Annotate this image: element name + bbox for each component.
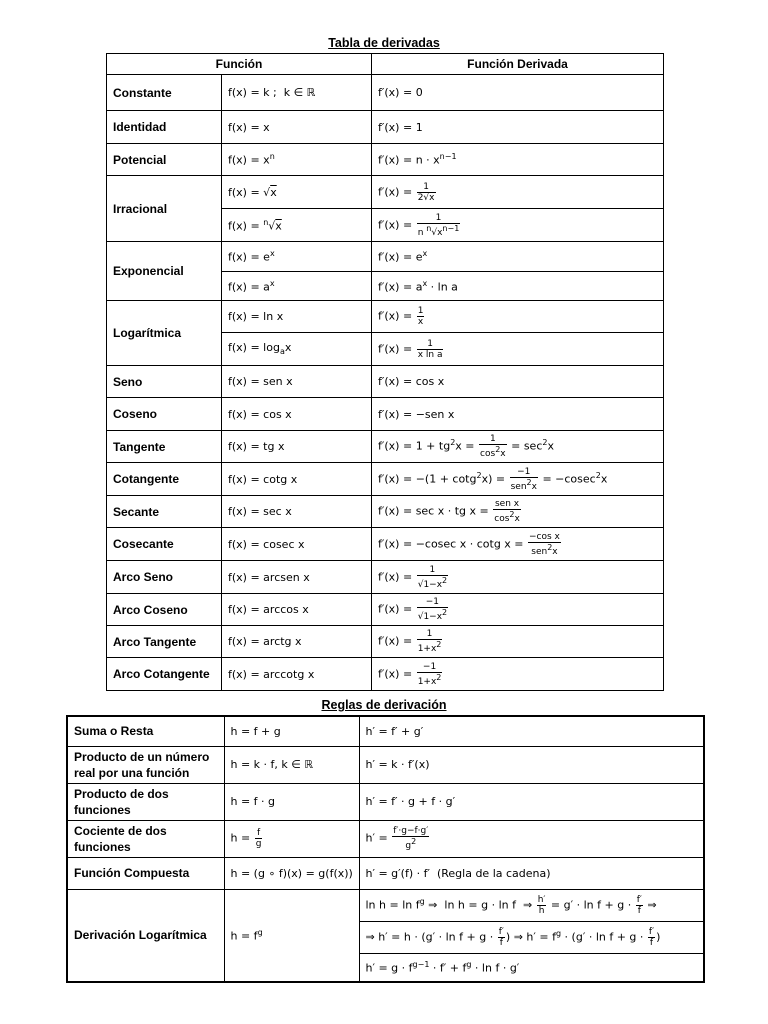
derivative-expression: f′(x) = $\frac{1}{2√x}$ <box>372 176 664 209</box>
derivatives-table <box>106 53 664 691</box>
derivative-expression: f′(x) = $\frac{1}{1+x^2}$ <box>372 626 664 658</box>
rule-name: Cociente de dos funciones <box>67 820 224 857</box>
rule-name: Producto de dos funciones <box>67 783 224 820</box>
table-row <box>107 366 664 398</box>
table-row <box>107 398 664 431</box>
table-row <box>107 594 664 626</box>
derivative-expression: $f'(x) = a^x \cdot \ln a$ <box>372 272 664 301</box>
function-name: Cotangente <box>107 463 222 496</box>
function-expression: f(x) = arccos x <box>222 594 372 626</box>
rule-name: Producto de un número real por una función <box>67 746 224 783</box>
function-expression: $f(x) = x^n$ <box>222 144 372 176</box>
rule-derivative: h′ = $\frac{f'\cdot g-f\cdot g'}{g^2}$ <box>359 820 704 857</box>
function-expression: $f(x) = \log_ax$ <box>222 333 372 366</box>
derivative-expression: f′(x) = −cosec x · cotg x = −cos x sen$^2$x <box>372 528 664 561</box>
table-row <box>67 746 704 783</box>
table-row <box>67 716 704 746</box>
rule-derivative: h′ = g′(f) · f′ (Regla de la cadena) <box>359 857 704 889</box>
function-name: Irracional <box>107 176 222 242</box>
function-name: Constante <box>107 75 222 111</box>
function-name: Arco Seno <box>107 561 222 594</box>
rule-derivative: h′ = f′ + g′ <box>359 716 704 746</box>
derivative-expression: f′(x) = 1 <box>372 111 664 144</box>
rule-derivative: ⇒ h′ = h · (g′ · ln f + g · $\frac{f'}{f}$ ) ⇒ $h' = f^g \cdot (g' \cdot \ln f + g$ · $\frac{f'}{f}$ ) <box>359 921 704 953</box>
function-name: Arco Coseno <box>107 594 222 626</box>
function-expression: f(x) = arcsen x <box>222 561 372 594</box>
function-expression: f(x) = cosec x <box>222 528 372 561</box>
function-name: Arco Tangente <box>107 626 222 658</box>
table-row <box>107 463 664 496</box>
function-expression: f(x) = arccotg x <box>222 658 372 691</box>
function-expression: $f(x) = a^x$ <box>222 272 372 301</box>
derivative-expression: $f'(x) = e^x$ <box>372 242 664 272</box>
function-name: Identidad <box>107 111 222 144</box>
rule-derivative: $h' = g \cdot f^{g-1} \cdot f' + f^g \cdot \ln f \cdot g'$ <box>359 953 704 982</box>
function-expression: f(x) = sec x <box>222 496 372 528</box>
function-name: Tangente <box>107 431 222 463</box>
derivative-expression: f′(x) = $\frac{1}{\text{x ln a}}$ <box>372 333 664 366</box>
function-name: Cosecante <box>107 528 222 561</box>
function-name: Arco Cotangente <box>107 658 222 691</box>
derivative-expression: f′(x) = $\frac{1}{n ^n√x^{n-1}}$ <box>372 209 664 242</box>
rule-function: h = k · f, k ∈ ℝ <box>224 746 359 783</box>
table-row <box>107 111 664 144</box>
function-expression: f(x) = cotg x <box>222 463 372 496</box>
function-name: Seno <box>107 366 222 398</box>
derivative-expression: f′(x) = sec x · tg x = sen x $\cos^2x$ <box>372 496 664 528</box>
table-row <box>67 820 704 857</box>
function-expression: f(x) = x <box>222 111 372 144</box>
derivative-expression: f′(x) = −sen x <box>372 398 664 431</box>
rule-name: Derivación Logarítmica <box>67 889 224 982</box>
page-title: Tabla de derivadas <box>328 36 440 50</box>
function-expression: $f(x) = e^x$ <box>222 242 372 272</box>
rule-derivative: h′ = f′ · g + f · g′ <box>359 783 704 820</box>
rule-name: Función Compuesta <box>67 857 224 889</box>
table-row <box>107 431 664 463</box>
table-row <box>67 857 704 889</box>
table-row <box>67 783 704 820</box>
rule-function: $h = f^g$ <box>224 889 359 982</box>
rule-derivative: $\ln h = \ln f^g$ ⇒ ln h = g · ln f ⇒ $\frac{h'}{h}$ = g′ · ln f + g · $\frac{f'}{f}$ ⇒ <box>359 889 704 921</box>
function-expression: f(x) = $^n$√x <box>222 209 372 242</box>
rule-function: h = f + g <box>224 716 359 746</box>
function-expression: f(x) = cos x <box>222 398 372 431</box>
table-row <box>107 561 664 594</box>
derivative-expression: f′(x) = 0 <box>372 75 664 111</box>
rule-name: Suma o Resta <box>67 716 224 746</box>
derivative-expression: f′(x) = $\frac{1}{√1-x^2}$ <box>372 561 664 594</box>
table-row <box>67 889 704 921</box>
derivative-expression: $f'(x) = n \cdot x^{n-1}$ <box>372 144 664 176</box>
table-row <box>107 626 664 658</box>
function-expression: f(x) = ln x <box>222 301 372 333</box>
derivative-expression: f′(x) = $\frac{-1}{√1-x^2}$ <box>372 594 664 626</box>
table-row <box>107 242 664 272</box>
table-row <box>107 144 664 176</box>
table-row <box>107 176 664 209</box>
function-name: Coseno <box>107 398 222 431</box>
rule-function: h = $\frac{f}{g}$ <box>224 820 359 857</box>
table-row <box>107 496 664 528</box>
table-row <box>107 528 664 561</box>
derivative-expression: f′(x) = −(1 + cotg$^2$x) = −1 sen$^2$x = −cosec$^2$x <box>372 463 664 496</box>
derivative-expression: f′(x) = $\frac{1}{x}$ <box>372 301 664 333</box>
function-expression: f(x) = tg x <box>222 431 372 463</box>
rules-title: Reglas de derivación <box>321 698 447 712</box>
header-derivada: Función Derivada <box>372 54 664 75</box>
table-row <box>107 75 664 111</box>
function-expression: f(x) = √x <box>222 176 372 209</box>
header-funcion: Función <box>107 54 372 75</box>
function-name: Secante <box>107 496 222 528</box>
function-name: Logarítmica <box>107 301 222 366</box>
table-row <box>107 658 664 691</box>
table-row <box>107 301 664 333</box>
function-expression: f(x) = sen x <box>222 366 372 398</box>
rule-function: h = f · g <box>224 783 359 820</box>
function-expression: f(x) = arctg x <box>222 626 372 658</box>
derivative-expression: f′(x) = $\frac{-1}{1+x^2}$ <box>372 658 664 691</box>
function-expression: f(x) = k ; k ∈ ℝ <box>222 75 372 111</box>
rule-derivative: h′ = k · f′(x) <box>359 746 704 783</box>
rules-table <box>66 715 705 983</box>
function-name: Potencial <box>107 144 222 176</box>
derivative-expression: f′(x) = cos x <box>372 366 664 398</box>
rule-function: h = (g ∘ f)(x) = g(f(x)) <box>224 857 359 889</box>
function-name: Exponencial <box>107 242 222 301</box>
derivative-expression: $f'(x) = 1 + tg^2x$ = $\frac{1}{\cos^2x}$ = $\sec^2x$ <box>372 431 664 463</box>
